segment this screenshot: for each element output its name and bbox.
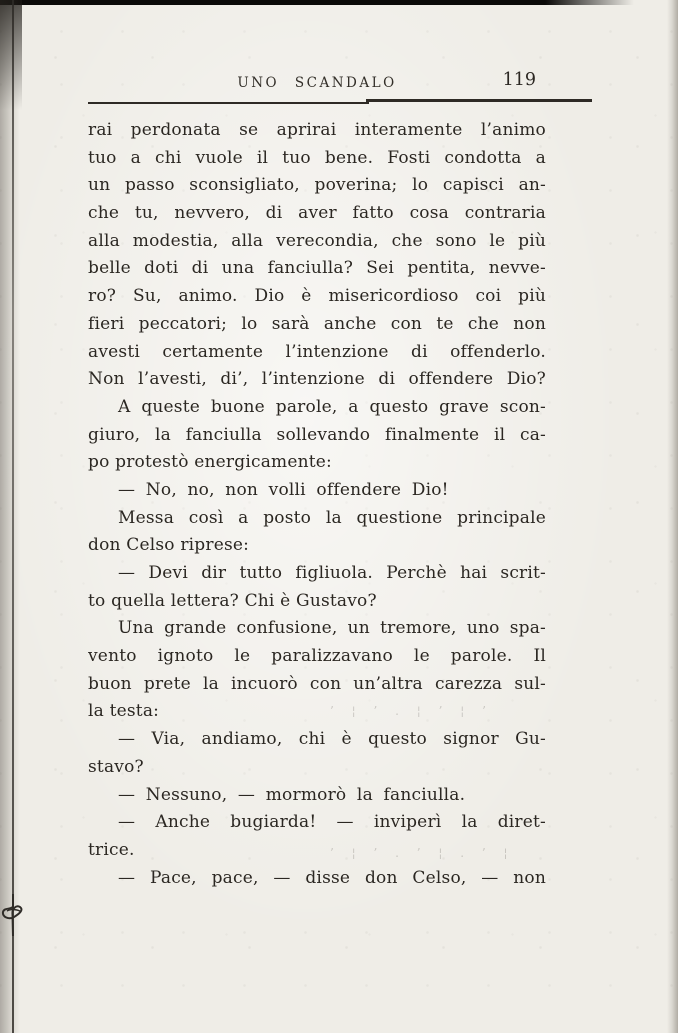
text-line: trice. <box>88 839 135 860</box>
text-line: Non l’avesti, di’, l’intenzione di offendere Dio? <box>88 369 546 390</box>
page-edge-shadow-right <box>667 0 678 1033</box>
corner-smudge <box>0 0 22 110</box>
text-line: buon prete la incuorò con un’altra carezza sul- <box>88 673 546 694</box>
text-line: un passo sconsigliato, poverina; lo capisci an- <box>88 175 546 196</box>
text-line: A queste buone parole, a questo grave scon- <box>118 396 546 417</box>
text-line: — Anche bugiarda! — inviperì la diret- <box>118 812 546 833</box>
running-title: UNO SCANDALO <box>237 75 397 91</box>
text-line: Messa così a posto la questione principale <box>118 507 546 528</box>
text-line: giuro, la fanciulla sollevando finalmente il ca- <box>88 424 546 445</box>
text-line: — Pace, pace, — disse don Celso, — non <box>118 867 546 888</box>
header-rule <box>88 102 369 104</box>
text-line: stavo? <box>88 756 144 777</box>
thread-knot-icon <box>0 894 30 936</box>
text-line: — Via, andiamo, chi è questo signor Gu- <box>118 729 546 750</box>
text-line: — Devi dir tutto figliuola. Perchè hai scrit- <box>118 563 546 583</box>
text-line: rai perdonata se aprirai interamente l’animo <box>88 120 546 140</box>
page-header <box>88 70 546 94</box>
text-line: la testa: <box>88 701 160 722</box>
scan-artifact: ’ ¦ ’ . ¦ ’ ¦ ’ <box>330 704 493 718</box>
text-line: — No, no, non volli offendere Dio! <box>118 479 449 500</box>
text-line: to quella lettera? Chi è Gustavo? <box>88 590 377 611</box>
text-line: fieri peccatori; lo sarà anche con te che non <box>88 313 546 334</box>
text-line: alla modestia, alla verecondia, che sono le più <box>88 230 546 251</box>
scan-top-edge-bar <box>0 0 634 5</box>
binding-thread <box>12 0 14 1033</box>
text-line: che tu, nevvero, di aver fatto cosa contraria <box>88 203 546 224</box>
text-block <box>88 117 546 892</box>
text-line: belle doti di una fanciulla? Sei pentita, nevve- <box>88 258 546 279</box>
scan-artifact: ’ ¦ ’ . ’ ¦ . ’ ¦ <box>330 846 515 860</box>
text-line: avesti certamente l’intenzione di offenderlo. <box>88 341 546 362</box>
text-line: — Nessuno, — mormorò la fanciulla. <box>118 784 466 805</box>
text-line: don Celso riprese: <box>88 535 250 556</box>
gutter-shadow <box>0 0 20 1033</box>
text-line: ro? Su, animo. Dio è misericordioso coi più <box>88 286 546 307</box>
text-line: Una grande confusione, un tremore, uno spa- <box>118 618 546 639</box>
header-rule <box>366 99 592 102</box>
page-number: 119 <box>502 70 536 90</box>
text-line: tuo a chi vuole il tuo bene. Fosti condotta a <box>88 147 546 168</box>
text-line: po protestò energicamente: <box>88 452 332 473</box>
text-line: vento ignoto le paralizzavano le parole. Il <box>88 646 546 667</box>
